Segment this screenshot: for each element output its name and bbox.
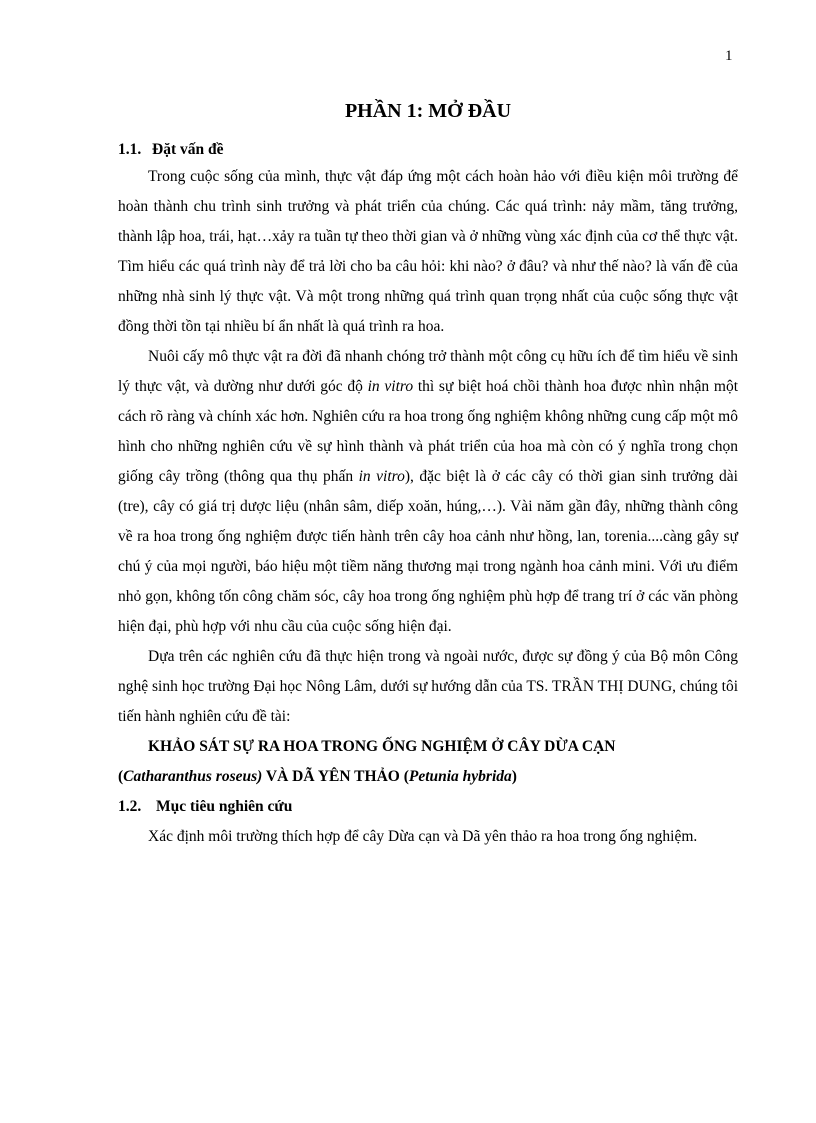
research-topic-line-2 — [118, 762, 738, 792]
section-number: 1.2. — [118, 798, 142, 815]
document-body — [118, 96, 738, 852]
section-heading-1-1 — [118, 138, 738, 162]
paragraph-2 — [118, 342, 738, 642]
page-number: 1 — [725, 48, 733, 64]
section-title: Mục tiêu nghiên cứu — [156, 798, 293, 815]
paragraph-1: Trong cuộc sống của mình, thực vật đáp ứng một cách hoàn hảo với điều kiện môi trường để hoàn thành chu trình sinh trưởng và phát triển của chúng. Các quá trình: nảy mầm, tăng trưởng, thành lập hoa, trái, hạt…xảy ra tuần tự theo thời gian và ở những vùng xác định của cơ thể thực vật. Tìm hiểu các quá trình này để trả lời cho ba câu hỏi: khi nào? ở đâu? và như thế nào? là vấn đề của những nhà sinh lý thực vật. Và một trong những quá trình quan trọng nhất của cuộc sống thực vật đồng thời tồn tại nhiều bí ẩn nhất là quá trình ra hoa. — [118, 168, 738, 335]
research-topic-line-1: KHẢO SÁT SỰ RA HOA TRONG ỐNG NGHIỆM Ở CÂY DỪA CẠN — [148, 738, 616, 755]
section-title: Đặt vấn đề — [152, 141, 224, 158]
page-title: PHẦN 1: MỞ ĐẦU — [344, 100, 512, 122]
scientific-name-catharanthus: Catharanthus roseus) — [123, 768, 263, 785]
paragraph-3: Dựa trên các nghiên cứu đã thực hiện trong và ngoài nước, được sự đồng ý của Bộ môn Công nghệ sinh học trường Đại học Nông Lâm, dưới sự hướng dẫn của TS. TRẦN THỊ DUNG, chúng tôi tiến hành nghiên cứu đề tài: — [118, 648, 738, 725]
paren-open: ( — [118, 768, 124, 785]
paren-close: ) — [511, 768, 517, 785]
section-number: 1.1. — [118, 141, 142, 158]
paragraph-2-part-a: Nuôi cấy mô thực vật ra đời đã nhanh chóng trở thành một công cụ hữu ích để tìm hiểu về sinh lý thực vật, và dường như dưới góc độ — [118, 348, 738, 395]
paragraph-objective: Xác định môi trường thích hợp để cây Dừa cạn và Dã yên thảo ra hoa trong ống nghiệm. — [148, 828, 698, 845]
paragraph-2-part-c: ), đặc biệt là ở các cây có thời gian sinh trưởng dài (tre), cây có giá trị dược liệu (nhân sâm, diếp xoăn, húng,…). Vài năm gần đây, những thành công về ra hoa trong ống nghiệm được tiến hành trên cây hoa cảnh như hồng, lan, torenia....càng gây sự chú ý của mọi người, báo hiệu một tiềm năng thương mại trong ngành hoa cảnh mini. Với ưu điểm nhỏ gọn, không tốn công chăm sóc, cây hoa trong ống nghiệm phù hợp để trang trí ở các văn phòng hiện đại, phù hợp với nhu cầu của cuộc sống hiện đại. — [118, 468, 738, 635]
topic-middle: VÀ DÃ YÊN THẢO ( — [262, 768, 409, 785]
italic-in-vitro: in vitro — [367, 378, 414, 395]
paragraph-2-part-b: thì sự biệt hoá chồi thành hoa được nhìn nhận một cách rõ ràng và chính xác hơn. Nghiên cứu ra hoa trong ống nghiệm không những cung cấp một mô hình cho những nghiên cứu về sự hình thành và phát triển của hoa mà còn có ý nghĩa trong chọn giống cây trồng (thông qua thụ phấn — [118, 378, 739, 485]
scientific-name-petunia: Petunia hybrida — [408, 768, 512, 785]
section-heading-1-2 — [118, 792, 738, 822]
italic-in-vitro: in vitro — [358, 468, 405, 485]
